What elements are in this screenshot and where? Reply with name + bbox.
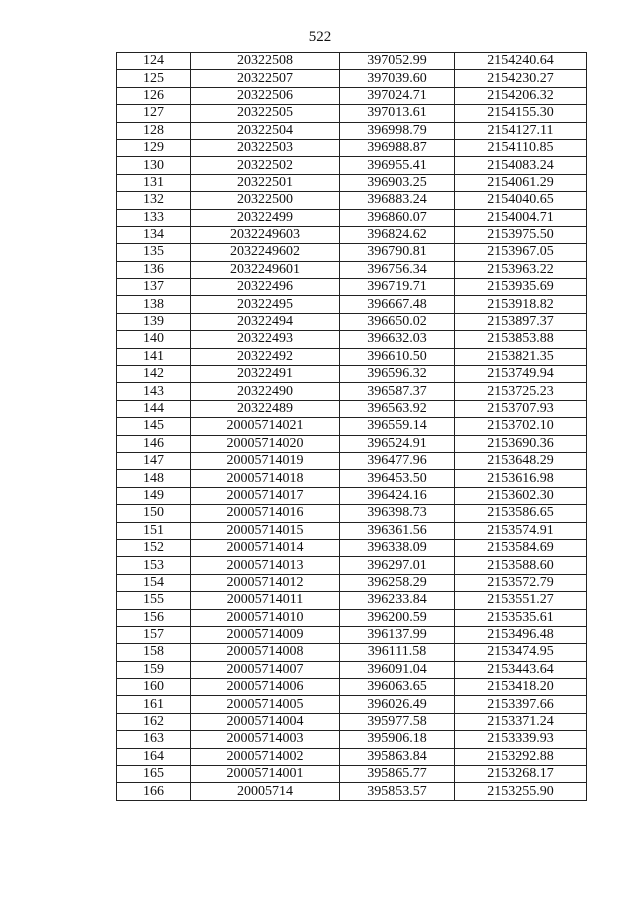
point-id-cell: 20005714016	[191, 505, 340, 522]
y-coordinate-cell: 2153918.82	[455, 296, 587, 313]
point-id-cell: 20005714021	[191, 418, 340, 435]
point-id-cell: 20005714014	[191, 539, 340, 556]
x-coordinate-cell: 396719.71	[340, 279, 455, 296]
point-id-cell: 20005714003	[191, 731, 340, 748]
point-id-cell: 20005714004	[191, 713, 340, 730]
y-coordinate-cell: 2154206.32	[455, 87, 587, 104]
table-row	[117, 766, 587, 783]
row-index-cell: 142	[117, 366, 191, 383]
point-id-cell: 20005714020	[191, 435, 340, 452]
point-id-cell: 20322506	[191, 87, 340, 104]
y-coordinate-cell: 2153535.61	[455, 609, 587, 626]
point-id-cell: 20005714017	[191, 487, 340, 504]
y-coordinate-cell: 2154040.65	[455, 192, 587, 209]
x-coordinate-cell: 396587.37	[340, 383, 455, 400]
x-coordinate-cell: 395853.57	[340, 783, 455, 800]
row-index-cell: 154	[117, 574, 191, 591]
row-index-cell: 137	[117, 279, 191, 296]
row-index-cell: 148	[117, 470, 191, 487]
table-row	[117, 122, 587, 139]
y-coordinate-cell: 2153648.29	[455, 452, 587, 469]
row-index-cell: 163	[117, 731, 191, 748]
row-index-cell: 132	[117, 192, 191, 209]
y-coordinate-cell: 2153572.79	[455, 574, 587, 591]
x-coordinate-cell: 396424.16	[340, 487, 455, 504]
x-coordinate-cell: 396026.49	[340, 696, 455, 713]
point-id-cell: 20005714011	[191, 592, 340, 609]
row-index-cell: 136	[117, 261, 191, 278]
y-coordinate-cell: 2153967.05	[455, 244, 587, 261]
table-row	[117, 505, 587, 522]
x-coordinate-cell: 395865.77	[340, 766, 455, 783]
point-id-cell: 20322501	[191, 174, 340, 191]
table-row	[117, 244, 587, 261]
point-id-cell: 20005714009	[191, 626, 340, 643]
point-id-cell: 20005714019	[191, 452, 340, 469]
table-row	[117, 783, 587, 800]
table-row	[117, 731, 587, 748]
point-id-cell: 20322500	[191, 192, 340, 209]
point-id-cell: 20005714018	[191, 470, 340, 487]
table-row	[117, 470, 587, 487]
y-coordinate-cell: 2153339.93	[455, 731, 587, 748]
x-coordinate-cell: 396903.25	[340, 174, 455, 191]
y-coordinate-cell: 2154240.64	[455, 53, 587, 70]
point-id-cell: 20322491	[191, 366, 340, 383]
point-id-cell: 20322492	[191, 348, 340, 365]
x-coordinate-cell: 396610.50	[340, 348, 455, 365]
x-coordinate-cell: 396988.87	[340, 139, 455, 156]
point-id-cell: 2032249603	[191, 226, 340, 243]
table-row	[117, 226, 587, 243]
table-row	[117, 383, 587, 400]
x-coordinate-cell: 396632.03	[340, 331, 455, 348]
point-id-cell: 20322490	[191, 383, 340, 400]
row-index-cell: 124	[117, 53, 191, 70]
row-index-cell: 126	[117, 87, 191, 104]
table-row	[117, 522, 587, 539]
x-coordinate-cell: 396361.56	[340, 522, 455, 539]
page-number: 522	[308, 29, 332, 45]
table-row	[117, 557, 587, 574]
x-coordinate-cell: 396297.01	[340, 557, 455, 574]
point-id-cell: 2032249602	[191, 244, 340, 261]
x-coordinate-cell: 395906.18	[340, 731, 455, 748]
row-index-cell: 166	[117, 783, 191, 800]
row-index-cell: 155	[117, 592, 191, 609]
point-id-cell: 20322503	[191, 139, 340, 156]
row-index-cell: 156	[117, 609, 191, 626]
table-row	[117, 748, 587, 765]
point-id-cell: 20005714012	[191, 574, 340, 591]
table-row	[117, 609, 587, 626]
x-coordinate-cell: 396860.07	[340, 209, 455, 226]
row-index-cell: 161	[117, 696, 191, 713]
x-coordinate-cell: 396477.96	[340, 452, 455, 469]
table-row	[117, 53, 587, 70]
row-index-cell: 130	[117, 157, 191, 174]
y-coordinate-cell: 2153292.88	[455, 748, 587, 765]
table-row	[117, 70, 587, 87]
y-coordinate-cell: 2154127.11	[455, 122, 587, 139]
table-row	[117, 105, 587, 122]
y-coordinate-cell: 2153574.91	[455, 522, 587, 539]
x-coordinate-cell: 396524.91	[340, 435, 455, 452]
x-coordinate-cell: 397024.71	[340, 87, 455, 104]
y-coordinate-cell: 2154110.85	[455, 139, 587, 156]
y-coordinate-cell: 2153749.94	[455, 366, 587, 383]
x-coordinate-cell: 396453.50	[340, 470, 455, 487]
point-id-cell: 20005714013	[191, 557, 340, 574]
x-coordinate-cell: 396398.73	[340, 505, 455, 522]
table-row	[117, 209, 587, 226]
x-coordinate-cell: 396091.04	[340, 661, 455, 678]
row-index-cell: 133	[117, 209, 191, 226]
row-index-cell: 157	[117, 626, 191, 643]
y-coordinate-cell: 2153496.48	[455, 626, 587, 643]
x-coordinate-cell: 397052.99	[340, 53, 455, 70]
x-coordinate-cell: 396955.41	[340, 157, 455, 174]
row-index-cell: 150	[117, 505, 191, 522]
table-row	[117, 192, 587, 209]
y-coordinate-cell: 2154230.27	[455, 70, 587, 87]
row-index-cell: 153	[117, 557, 191, 574]
y-coordinate-cell: 2153397.66	[455, 696, 587, 713]
point-id-cell: 20322505	[191, 105, 340, 122]
y-coordinate-cell: 2153935.69	[455, 279, 587, 296]
row-index-cell: 127	[117, 105, 191, 122]
point-id-cell: 20322495	[191, 296, 340, 313]
point-id-cell: 20322493	[191, 331, 340, 348]
x-coordinate-cell: 396596.32	[340, 366, 455, 383]
point-id-cell: 2032249601	[191, 261, 340, 278]
row-index-cell: 134	[117, 226, 191, 243]
y-coordinate-cell: 2153821.35	[455, 348, 587, 365]
y-coordinate-cell: 2153690.36	[455, 435, 587, 452]
point-id-cell: 20005714015	[191, 522, 340, 539]
x-coordinate-cell: 396063.65	[340, 679, 455, 696]
row-index-cell: 147	[117, 452, 191, 469]
table-row	[117, 592, 587, 609]
table-row	[117, 174, 587, 191]
x-coordinate-cell: 396233.84	[340, 592, 455, 609]
x-coordinate-cell: 396338.09	[340, 539, 455, 556]
x-coordinate-cell: 395863.84	[340, 748, 455, 765]
row-index-cell: 125	[117, 70, 191, 87]
table-row	[117, 452, 587, 469]
point-id-cell: 20322494	[191, 313, 340, 330]
row-index-cell: 158	[117, 644, 191, 661]
table-row	[117, 418, 587, 435]
table-row	[117, 644, 587, 661]
table-row	[117, 348, 587, 365]
row-index-cell: 143	[117, 383, 191, 400]
table-row	[117, 574, 587, 591]
y-coordinate-cell: 2153443.64	[455, 661, 587, 678]
row-index-cell: 159	[117, 661, 191, 678]
table-row	[117, 139, 587, 156]
table-row	[117, 157, 587, 174]
x-coordinate-cell: 396258.29	[340, 574, 455, 591]
point-id-cell: 20005714005	[191, 696, 340, 713]
y-coordinate-cell: 2153551.27	[455, 592, 587, 609]
x-coordinate-cell: 396650.02	[340, 313, 455, 330]
table-row	[117, 679, 587, 696]
point-id-cell: 20322502	[191, 157, 340, 174]
row-index-cell: 135	[117, 244, 191, 261]
row-index-cell: 128	[117, 122, 191, 139]
y-coordinate-cell: 2153702.10	[455, 418, 587, 435]
row-index-cell: 146	[117, 435, 191, 452]
x-coordinate-cell: 395977.58	[340, 713, 455, 730]
row-index-cell: 140	[117, 331, 191, 348]
y-coordinate-cell: 2154083.24	[455, 157, 587, 174]
point-id-cell: 20322508	[191, 53, 340, 70]
coordinates-table	[116, 52, 587, 801]
x-coordinate-cell: 396137.99	[340, 626, 455, 643]
y-coordinate-cell: 2154004.71	[455, 209, 587, 226]
table-row	[117, 261, 587, 278]
table-row	[117, 296, 587, 313]
table-row	[117, 539, 587, 556]
table-row	[117, 331, 587, 348]
y-coordinate-cell: 2153707.93	[455, 400, 587, 417]
table-row	[117, 626, 587, 643]
y-coordinate-cell: 2153602.30	[455, 487, 587, 504]
y-coordinate-cell: 2153588.60	[455, 557, 587, 574]
point-id-cell: 20005714002	[191, 748, 340, 765]
y-coordinate-cell: 2153853.88	[455, 331, 587, 348]
x-coordinate-cell: 396667.48	[340, 296, 455, 313]
row-index-cell: 162	[117, 713, 191, 730]
y-coordinate-cell: 2153963.22	[455, 261, 587, 278]
x-coordinate-cell: 396563.92	[340, 400, 455, 417]
table-row	[117, 313, 587, 330]
point-id-cell: 20322507	[191, 70, 340, 87]
table-row	[117, 400, 587, 417]
point-id-cell: 20322504	[191, 122, 340, 139]
table-row	[117, 87, 587, 104]
point-id-cell: 20005714008	[191, 644, 340, 661]
point-id-cell: 20322496	[191, 279, 340, 296]
table-row	[117, 661, 587, 678]
y-coordinate-cell: 2153474.95	[455, 644, 587, 661]
point-id-cell: 20005714006	[191, 679, 340, 696]
row-index-cell: 160	[117, 679, 191, 696]
row-index-cell: 144	[117, 400, 191, 417]
y-coordinate-cell: 2153616.98	[455, 470, 587, 487]
table-row	[117, 366, 587, 383]
row-index-cell: 149	[117, 487, 191, 504]
row-index-cell: 151	[117, 522, 191, 539]
y-coordinate-cell: 2153255.90	[455, 783, 587, 800]
x-coordinate-cell: 397039.60	[340, 70, 455, 87]
point-id-cell: 20005714001	[191, 766, 340, 783]
x-coordinate-cell: 397013.61	[340, 105, 455, 122]
row-index-cell: 152	[117, 539, 191, 556]
x-coordinate-cell: 396200.59	[340, 609, 455, 626]
table-row	[117, 487, 587, 504]
table-row	[117, 279, 587, 296]
y-coordinate-cell: 2153418.20	[455, 679, 587, 696]
point-id-cell: 20005714007	[191, 661, 340, 678]
y-coordinate-cell: 2154155.30	[455, 105, 587, 122]
table-row	[117, 713, 587, 730]
y-coordinate-cell: 2153725.23	[455, 383, 587, 400]
y-coordinate-cell: 2154061.29	[455, 174, 587, 191]
row-index-cell: 145	[117, 418, 191, 435]
point-id-cell: 20322489	[191, 400, 340, 417]
x-coordinate-cell: 396559.14	[340, 418, 455, 435]
row-index-cell: 141	[117, 348, 191, 365]
x-coordinate-cell: 396824.62	[340, 226, 455, 243]
x-coordinate-cell: 396998.79	[340, 122, 455, 139]
x-coordinate-cell: 396756.34	[340, 261, 455, 278]
row-index-cell: 164	[117, 748, 191, 765]
y-coordinate-cell: 2153975.50	[455, 226, 587, 243]
point-id-cell: 20322499	[191, 209, 340, 226]
table-row	[117, 696, 587, 713]
point-id-cell: 20005714	[191, 783, 340, 800]
point-id-cell: 20005714010	[191, 609, 340, 626]
x-coordinate-cell: 396883.24	[340, 192, 455, 209]
table-body	[117, 53, 587, 801]
y-coordinate-cell: 2153897.37	[455, 313, 587, 330]
row-index-cell: 165	[117, 766, 191, 783]
row-index-cell: 138	[117, 296, 191, 313]
x-coordinate-cell: 396111.58	[340, 644, 455, 661]
y-coordinate-cell: 2153584.69	[455, 539, 587, 556]
row-index-cell: 129	[117, 139, 191, 156]
y-coordinate-cell: 2153586.65	[455, 505, 587, 522]
row-index-cell: 131	[117, 174, 191, 191]
table-row	[117, 435, 587, 452]
row-index-cell: 139	[117, 313, 191, 330]
y-coordinate-cell: 2153371.24	[455, 713, 587, 730]
x-coordinate-cell: 396790.81	[340, 244, 455, 261]
y-coordinate-cell: 2153268.17	[455, 766, 587, 783]
